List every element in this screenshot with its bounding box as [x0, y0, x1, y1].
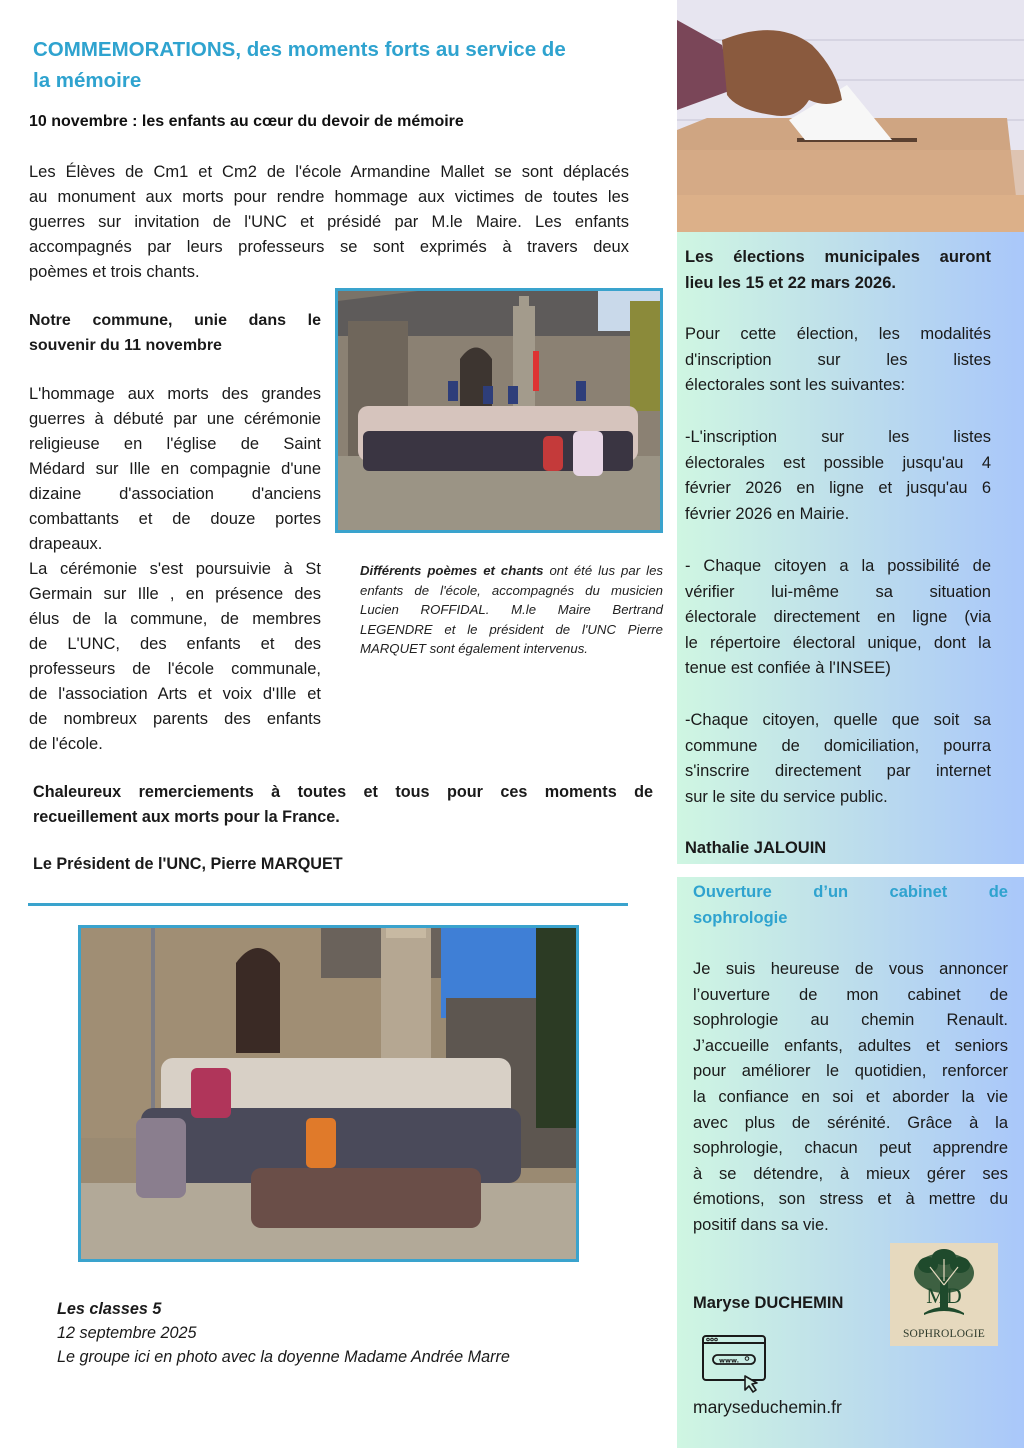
- logo-text: SOPHROLOGIE: [902, 1328, 986, 1340]
- text-line: de l'école.: [29, 735, 103, 753]
- text-line: Ouverture d’un cabinet de: [693, 883, 1008, 901]
- text-line: vérifier lui-même sa situation: [685, 582, 991, 601]
- text-line: électorale directement en ligne (via: [685, 608, 991, 627]
- tree-icon: [890, 1243, 998, 1328]
- caption-bold: Différents poèmes et chants: [360, 563, 544, 578]
- text-line: d'inscription sur les listes: [685, 350, 991, 369]
- classes-description: Le groupe ici en photo avec la doyenne Madame Andrée Marre: [57, 1348, 510, 1366]
- text-line: à se détendre, à mieux gérer ses: [693, 1164, 1008, 1183]
- text-line: au monument aux morts pour rendre hommage aux victimes de toutes les: [29, 188, 629, 206]
- thanks-text: [33, 780, 653, 830]
- photo-caption: [360, 561, 663, 659]
- text-line: recueillement aux morts pour la France.: [33, 808, 340, 826]
- text-line: électorales sont les suivantes:: [685, 376, 906, 395]
- text-line: L'hommage aux morts des grandes: [29, 385, 321, 403]
- text-line: avec plus de sérénité. Grâce à la: [693, 1113, 1008, 1132]
- elections-author: Nathalie JALOUIN: [685, 839, 827, 857]
- text-line: sophrologie, chacun peut apprendre: [693, 1139, 1008, 1158]
- ballot-box-photo: [677, 0, 1024, 232]
- text-line: la confiance en soi et aborder la vie: [693, 1087, 1008, 1106]
- text-line: Pour cette élection, les modalités: [685, 325, 991, 343]
- text-line: positif dans sa vie.: [693, 1215, 829, 1234]
- text-line: accompagnés par leurs professeurs se sont exprimés à travers deux: [29, 238, 629, 256]
- text-line: de L'UNC, des enfants et des: [29, 635, 321, 653]
- caption-text: ont été lus par les enfants de l'école, accompagnés du musicien Lucien ROFFIDAL. M.le Maire Bertrand LEGENDRE et le président de l'UNC Pierre MARQUET sont également intervenus.: [360, 563, 663, 656]
- text-line: poèmes et trois chants.: [29, 263, 200, 281]
- sophrologie-paragraph: [693, 957, 1008, 1239]
- article-title: [33, 34, 633, 96]
- text-line: guerres à débuté par une cérémonie: [29, 410, 321, 428]
- text-line: tenue est confiée à l'INSEE): [685, 659, 891, 678]
- title-line-1: COMMEMORATIONS, des moments forts au service de: [33, 38, 566, 61]
- text-line: J’accueille enfants, adultes et seniors: [693, 1036, 1008, 1055]
- text-line: Chaleureux remerciements à toutes et tous pour ces moments de: [33, 783, 653, 801]
- text-line: commune de domiciliation, pourra: [685, 736, 991, 755]
- text-line: combattants et de douze portes: [29, 510, 321, 528]
- text-line: pour améliorer le quotidien, renforcer: [693, 1062, 1008, 1081]
- text-line: -Chaque citoyen, quelle que soit sa: [685, 711, 991, 729]
- website-link[interactable]: maryseduchemin.fr: [693, 1397, 842, 1417]
- text-line: sophrologie au chemin Renault.: [693, 1011, 1008, 1030]
- text-line: sophrologie: [693, 909, 788, 927]
- text-line: de nombreux parents des enfants: [29, 710, 321, 728]
- classes-caption: [57, 1297, 510, 1369]
- text-line: religieuse en l'église de Saint: [29, 435, 321, 453]
- text-line: -L'inscription sur les listes: [685, 428, 991, 446]
- body-paragraph: [29, 382, 321, 757]
- text-line: l’ouverture de mon cabinet de: [693, 985, 1008, 1004]
- text-line: février 2026 en Mairie.: [685, 504, 850, 523]
- text-line: La cérémonie s'est poursuivie à St: [29, 560, 321, 578]
- signature: Le Président de l'UNC, Pierre MARQUET: [33, 855, 343, 873]
- right-column: [677, 0, 1024, 1448]
- section-gap: [677, 864, 1024, 877]
- sophrologie-section: [677, 877, 1024, 1448]
- text-line: lieu les 15 et 22 mars 2026.: [685, 274, 896, 292]
- text-line: drapeaux.: [29, 535, 103, 553]
- text-line: - Chaque citoyen a la possibilité de: [685, 557, 991, 575]
- text-line: professeurs de l'école communale,: [29, 660, 321, 678]
- text-line: dizaine d'association d'anciens: [29, 485, 321, 503]
- text-line: Je suis heureuse de vous annoncer: [693, 960, 1008, 978]
- elections-paragraph: [685, 322, 991, 399]
- text-line: s'inscrire directement par internet: [685, 762, 991, 781]
- text-line: Les Élèves de Cm1 et Cm2 de l'école Armandine Mallet se sont déplacés: [29, 163, 629, 181]
- website-icon: [699, 1333, 769, 1395]
- text-line: Germain sur Ille , en présence des: [29, 585, 321, 603]
- text-line: sur le site du service public.: [685, 787, 888, 806]
- ceremony-photo: [335, 288, 663, 533]
- sophrologie-author: Maryse DUCHEMIN: [693, 1294, 844, 1312]
- text-line: Les élections municipales auront: [685, 248, 991, 266]
- sophrologie-logo: [890, 1243, 998, 1346]
- text-line: le répertoire électoral unique, dont la: [685, 633, 991, 652]
- section-heading: Notre commune, unie dans le souvenir du 11 novembre: [29, 312, 321, 354]
- section-divider: [28, 903, 628, 906]
- classes-group-photo: [78, 925, 579, 1262]
- text-line: électorales est possible jusqu'au 4: [685, 453, 991, 472]
- text-line: guerres sur invitation de l'UNC et présidé par M.le Maire. Les enfants: [29, 213, 629, 231]
- subheading: 10 novembre : les enfants au cœur du devoir de mémoire: [29, 113, 464, 130]
- logo-initials: MD: [926, 1283, 962, 1308]
- title-line-2: la mémoire: [33, 69, 142, 92]
- classes-date: 12 septembre 2025: [57, 1324, 197, 1342]
- elections-section: [677, 232, 1024, 864]
- elections-paragraph: [685, 554, 991, 682]
- www-label: www.: [719, 1356, 740, 1365]
- text-line: de l'association Arts et voix d'Ille et: [29, 685, 321, 703]
- classes-title: Les classes 5: [57, 1300, 162, 1318]
- intro-paragraph: [29, 160, 629, 285]
- text-line: élus de la commune, de membres: [29, 610, 321, 628]
- text-line: Médard sur Ille en compagnie d'une: [29, 460, 321, 478]
- text-line: février 2026 en ligne et jusqu'au 6: [685, 479, 991, 498]
- elections-paragraph: [685, 708, 991, 810]
- elections-paragraph: [685, 425, 991, 527]
- sophrologie-title: [693, 879, 1008, 931]
- text-line: émotions, son stress et à mettre du: [693, 1190, 1008, 1209]
- elections-headline: [685, 244, 991, 296]
